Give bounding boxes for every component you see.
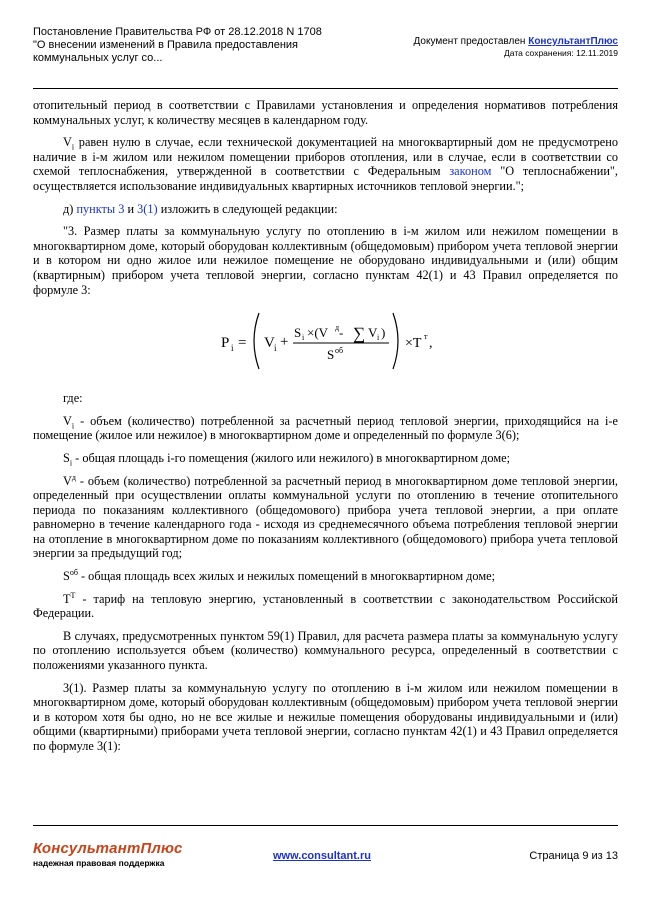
logo-text: КонсультантПлюс (33, 840, 183, 857)
formula-close: ) (381, 325, 386, 341)
definition (33, 569, 618, 584)
formula-ob-sup: об (335, 346, 344, 356)
logo-tagline: надежная правовая поддержка (33, 858, 165, 868)
formula-p-sub: i (231, 343, 234, 354)
paragraph-text: "О теплоснабжении", осуществляется использование индивидуальных квартирных источников тепловой энергии."; (33, 164, 618, 193)
definition (33, 414, 618, 443)
paragraph: "3. Размер платы за коммунальную услугу по отоплению в i-м жилом или нежилом помещении в многоквартирном доме, который оборудован коллективным (общедомовым) прибором учета тепловой энергии и в котором ни одно жилое или нежилое помещение не оборудовано индивидуальными и (или) общим (квартирным) прибором учета тепловой энергии, согласно пунктам 42(1) и 43 Правил определяется по формуле 3: (33, 224, 618, 297)
header-divider (33, 88, 618, 89)
variable-superscript: T (70, 590, 76, 600)
paragraph: отопительный период в соответствии с Правилами установления и определения нормативов потребления коммунальных услуг, к количеству месяцев в календарном году. (33, 98, 618, 127)
brand-link[interactable]: КонсультантПлюс (528, 36, 618, 47)
paragraph (33, 202, 618, 217)
formula-s-sub: i (302, 333, 305, 343)
paragraph: где: (63, 391, 83, 406)
page-header (33, 26, 618, 86)
document-title-line: Постановление Правительства РФ от 28.12.2018 N 1708 (33, 26, 322, 38)
definition-text: - общая площадь всех жилых и нежилых помещений в многоквартирном доме; (77, 569, 496, 584)
paragraph-text: равен нулю в случае, если технической документацией на многоквартирный дом не предусмотрено наличие в i-м жилом или нежилом помещении приборов отопления, или в случае, если в соответствии со схемой теплоснабжения, утвержденной в соответствии с Федеральным (33, 135, 618, 179)
formula-times-t: ×T (405, 336, 422, 352)
variable: S (63, 450, 70, 465)
formula-v-sub: i (274, 343, 277, 354)
paragraph-text: изложить в следующей редакции: (157, 201, 338, 216)
definition-text: - общая площадь i-го помещения (жилого или нежилого) в многоквартирном доме; (72, 450, 511, 465)
provided-by (414, 36, 618, 47)
variable-superscript: об (69, 567, 78, 577)
formula-comma: , (429, 336, 433, 352)
page-footer (33, 830, 618, 870)
footer-divider (33, 825, 618, 826)
clause-3-1-link[interactable]: 3(1) (137, 201, 158, 216)
definition-text: - объем (количество) потребленной за расчетный период тепловой энергии, приходящийся на i-е помещение (жилое или нежилое) в многоквартирном доме и определенный по формуле 3(6); (33, 413, 618, 443)
variable-subscript: i (69, 458, 73, 468)
variable: S (63, 569, 70, 584)
document-title (33, 26, 363, 65)
formula-left-paren (254, 313, 259, 369)
variable: V (63, 135, 72, 150)
paragraph-text: д) (63, 201, 77, 216)
formula-den-s: S (327, 347, 335, 363)
paragraph: В случаях, предусмотренных пунктом 59(1) Правил, для расчета размера платы за коммунальную услугу по отоплению используется объем (количество) коммунального ресурса, определенный в соответствии с положениями указанного пункта. (33, 628, 618, 673)
document-title-line: коммунальных услуг со... (33, 52, 163, 64)
variable-subscript: i (71, 142, 75, 152)
definition (33, 474, 618, 562)
formula-t-sup: т (424, 332, 428, 342)
formula-sigma: ∑ (353, 324, 366, 344)
variable: V (63, 473, 72, 488)
paragraph: 3(1). Размер платы за коммунальную услугу по отоплению в i-м жилом или нежилом помещении в многоквартирном доме, который оборудован коллективным (общедомовым) прибором учета тепловой энергии и в котором хотя бы одно, но не все жилые и нежилые помещения оборудованы индивидуальными и (или) общими (квартирными) приборами учета тепловой энергии, согласно пунктам 42(1) и 43 Правил определяется по формуле 3(1): (33, 680, 618, 753)
definition-text: - объем (количество) потребленной за расчетный период в многоквартирном доме тепловой энергии, определенный при осуществлении оплаты коммунальной услуги по отоплению в течение отопительного периода по показаниям коллективного (общедомового) прибора учета тепловой энергии, а при оплате равномерно в течение календарного года - исходя из среднемесячного объема потребления тепловой энергии на отопление в многоквартирном доме по показаниям коллективного (общедомового) прибора учета тепловой энергии за предыдущий год; (33, 473, 618, 561)
definition (33, 451, 618, 466)
formula-d-sup: д (335, 323, 340, 333)
formula-v: V (264, 335, 275, 352)
formula-s: S (294, 325, 302, 341)
provider-info (414, 36, 618, 58)
document-body (33, 98, 618, 762)
site-link[interactable]: www.consultant.ru (273, 850, 371, 862)
brand-logo (33, 840, 183, 868)
provided-by-label: Документ предоставлен (413, 36, 526, 47)
formula-p: P (221, 335, 230, 352)
formula-image (221, 305, 441, 377)
document-title-line: "О внесении изменений в Правила предоставления (33, 39, 299, 51)
formula-plus: + (280, 334, 289, 351)
formula-3 (33, 305, 618, 379)
variable: V (63, 413, 72, 428)
clause-3-link[interactable]: пункты 3 (76, 201, 125, 216)
variable-subscript: i (71, 421, 75, 431)
variable-superscript: д (71, 472, 76, 482)
formula-vi: V (368, 325, 378, 341)
save-date: Дата сохранения: 12.11.2019 (504, 48, 618, 58)
formula-times-v: ×(V (307, 325, 329, 341)
formula-minus: - (339, 325, 344, 341)
paragraph (33, 135, 618, 193)
formula-equals: = (238, 335, 247, 352)
definition-text: - тариф на тепловую энергию, установленный в соответствии с законодательством Российской Федерации. (33, 591, 618, 621)
law-link[interactable]: законом (449, 164, 492, 179)
paragraph-text: и (124, 201, 138, 216)
variable: T (63, 591, 71, 606)
definition (33, 592, 618, 621)
page-number: Страница 9 из 13 (529, 850, 618, 862)
formula-right-paren (393, 313, 398, 369)
formula-vi-sub: i (377, 333, 380, 343)
